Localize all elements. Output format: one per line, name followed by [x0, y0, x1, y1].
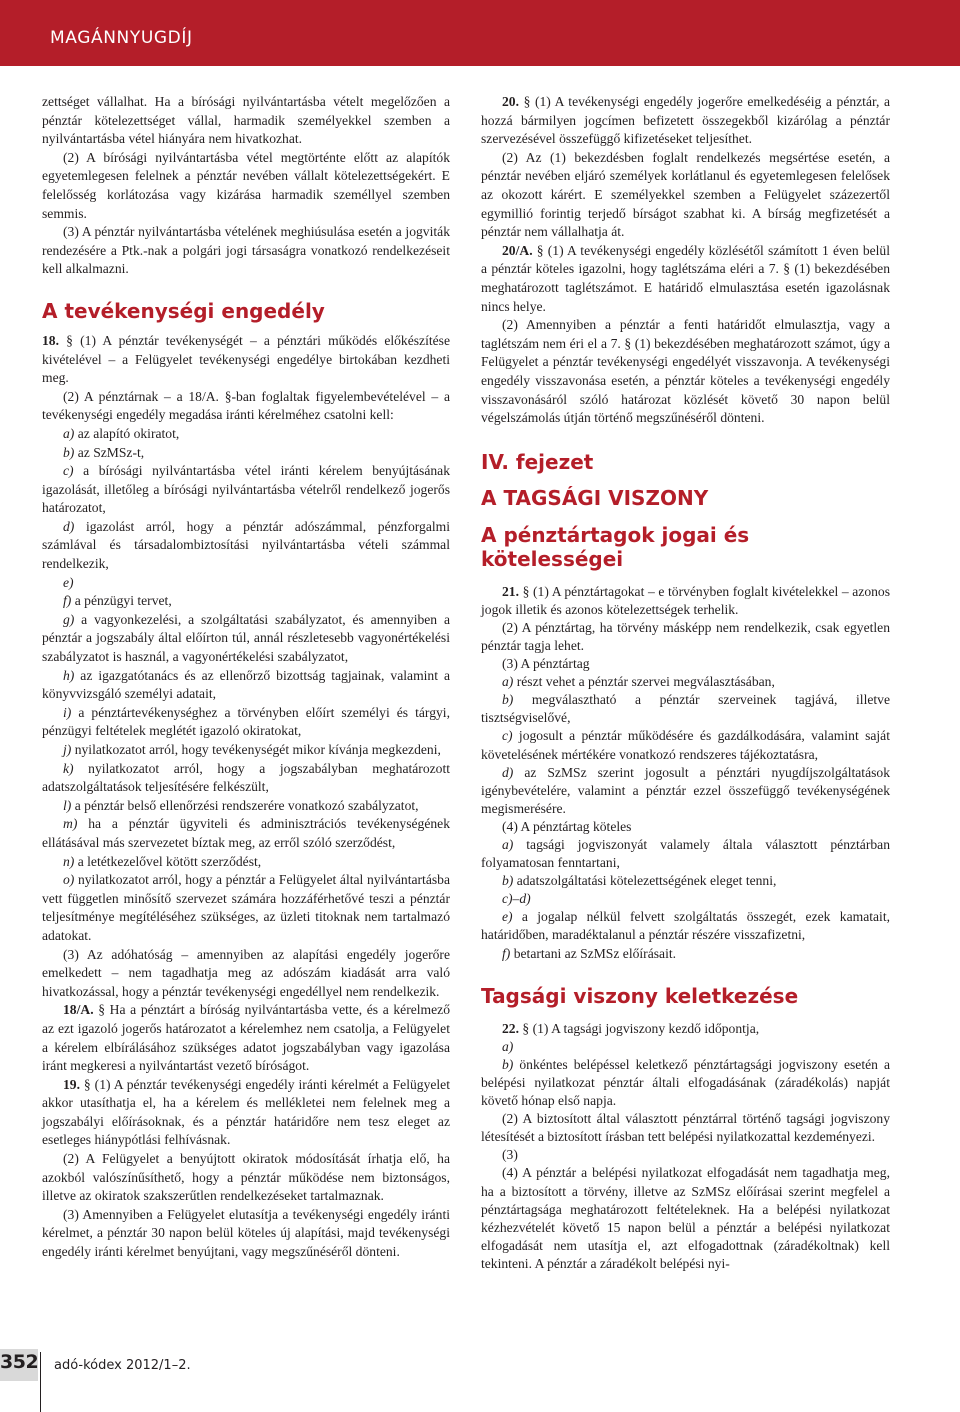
- list-item: n) a letétkezelővel kötött szerződést,: [63, 853, 262, 869]
- section-18: [42, 332, 450, 388]
- paragraph: (2) Amennyiben a pénztár a fenti határidőt elmulasztja, vagy a taglétszám nem éri el a 7. § (1) bekezdésében meghatározott számot, úgy a Felügyelet a pénztár tevékenységi engedélyét visszavonja. A tevékenységi engedély visszavonása esetén, a pénztár köteles a tevékenységi engedély visszavonásáról szóló határozat közlését követő 30 napon belül végelszámolás útján történő megszűnéséről dönteni.: [481, 317, 890, 426]
- paragraph: (2) A pénztárnak – a 18/A. §-ban foglaltak figyelembevételével – a tevékenységi engedély megadása iránti kérelméhez csatolni kell:: [42, 388, 450, 423]
- list-item: l) a pénztár belső ellenőrzési rendszerére vonatkozó szabályzatot,: [63, 797, 419, 813]
- list-item: i) a pénztártevékenységhez a törvényben előírt személyi és tárgyi, pénzügyi feltételek meglétét igazoló okiratokat,: [42, 704, 450, 739]
- heading-activity-license: A tevékenységi engedély: [42, 298, 325, 323]
- section-number: 20/A.: [502, 242, 533, 258]
- header-bar: [0, 0, 960, 66]
- paragraph: (2) Az (1) bekezdésben foglalt rendelkezés megsértése esetén, a pénztár nevében eljáró személyek korlátlanul és egyetemlegesen felelősek az okozott kárért. E személyekkel szemben a Felügyelet százezertől egymillió forintig terjedő bírságot szabhat ki. A bírság megfizetését a pénztár nem vállalhatja át.: [481, 149, 890, 240]
- list-item: e): [63, 574, 74, 590]
- list-item: a): [502, 1038, 514, 1054]
- section-number: 18.: [42, 332, 59, 348]
- list-item: g) a vagyonkezelési, a szolgáltatási szabályzatot, és amennyiben a pénztár a jogszabály által előírton túl, annál részletesebb vagyonértékelési szabályzatot is használ, a vagyonértékelési szabályzatot,: [42, 611, 450, 665]
- paragraph: (2) A bírósági nyilvántartásba vétel megtörténte előtt az alapítók egyetemlegesen felelnek a pénztár nevében vállalt kötelezettségekért. E felelősség korlátozása vagy kizárása harmadik személlyel szemben semmis.: [42, 149, 450, 221]
- list-item: o) nyilatkozatot arról, hogy a pénztár a Felügyelet által nyilvántartásba vett független minősítő szervezet számára hozzáférhetővé teszi a pénztár teljesítménye megítéléséhez szükséges, az üzleti titoknak nem tartalmazó adatokat.: [42, 872, 450, 943]
- section-number: 20.: [502, 94, 519, 109]
- right-column: [481, 93, 890, 1273]
- list-item: a) az alapító okiratot,: [63, 425, 180, 441]
- member-duties-list: [481, 836, 890, 963]
- section-21: [481, 583, 890, 619]
- heading-rights-duties: A pénztártagok jogai és kötelességei: [481, 522, 750, 571]
- section-text: § Ha a pénztárt a bíróság nyilvántartásba vette, és a kérelmező az ezt igazoló jogerős határozatot a kérelemhez nem csatolja, a Felügyelet a kérelem elbírálásához szükséges adatot jogszabályban vagy igazolása iránt megkeresi a nyilvántartást vezető bíróságot.: [42, 1002, 450, 1074]
- section-text: § (1) A pénztár tevékenységét – a pénztári működés előkészítése kivételével – a Felügyelet tevékenységi engedélye birtokában kezdheti meg.: [42, 332, 450, 386]
- list-item: a) részt vehet a pénztár szervei megválasztásában,: [502, 674, 775, 690]
- list-item: d) az SzMSz szerint jogosult a pénztári nyugdíjszolgáltatások igénybevételére, valamint a pénztár ezzel összefüggő tevékenységének megismerésére.: [481, 764, 890, 816]
- paragraph: (3) A pénztár nyilvántartásba vételének meghiúsulása esetén a jogviták rendezésére a Ptk.-nak a polgári jogi társaságra vonatkozó rendelkezéseit kell alkalmazni.: [42, 224, 450, 277]
- paragraph: (2) A Felügyelet a benyújtott okiratok módosítását írhatja elő, ha azokból valószínűsíthető, hogy a pénztár működése nem biztonságos, illetve az okiratok szakszerűtlen rendelkezéseket tartalmaznak.: [42, 1151, 450, 1204]
- list-item: a) tagsági jogviszonyát valamely általa választott pénztárban folyamatosan fenntartani,: [481, 837, 890, 871]
- list-item: h) az igazgatótanács és az ellenőrző bizottság tagjainak, valamint a könyvvizsgáló személyi adatait,: [42, 667, 450, 702]
- list-item: b) önkéntes belépéssel keletkező pénztártagsági jogviszony esetén a belépési nyilatkozat pénztár általi elfogadásának (záradékolás) napját követő hónap első napja.: [481, 1056, 890, 1109]
- section-text: § (1) A tevékenységi engedély jogerőre emelkedéséig a pénztár, a hozzá bármilyen jogcímen befizetett összegekből kizárólag a pénztár szervezésével összefüggő kifizetéseket teljesíthet.: [481, 94, 890, 147]
- paragraph: (3) Amennyiben a Felügyelet elutasítja a tevékenységi engedély iránti kérelmet, a pénztár 30 napon belül köteles új alapítási, majd tevékenységi engedély iránti kérelmet benyújtani, vagy megszűnéséről dönteni.: [42, 1206, 450, 1260]
- list-item: j) nyilatkozatot arról, hogy tevékenységét mikor kívánja megkezdeni,: [63, 742, 441, 757]
- section-19: [42, 1076, 450, 1150]
- section-text: § (1) A pénztártagokat – e törvényben foglalt kivételekkel – azonos jogok illetik és azonos kötelezettségek terhelik.: [481, 583, 890, 617]
- list-item: k) nyilatkozatot arról, hogy a jogszabályban meghatározott adatszolgáltatások teljesítésére felkészült,: [42, 760, 450, 795]
- section-number: 21.: [502, 583, 519, 599]
- list-item: b) adatszolgáltatási kötelezettségének eleget tenni,: [502, 873, 777, 889]
- list-item: d) igazolást arról, hogy a pénztár adószámmal, pénzforgalmi számlával és társadalombiztosítási nyilvántartásba vételi számmal rendelkezik,: [42, 518, 450, 572]
- paragraph: (2) A pénztártag, ha törvény másképp nem rendelkezik, csak egyetlen pénztár tagja lehet.: [481, 619, 890, 653]
- list-item: m) ha a pénztár ügyviteli és adminisztrációs tevékenységének ellátásával más szervezetet bíztak meg, az erről szóló szerződést,: [42, 816, 450, 850]
- paragraph: (4) A pénztár a belépési nyilatkozat elfogadását nem tagadhatja meg, ha a biztosított a törvény, illetve az SzMSz előírásai szerint megfelel a pénztártagsága meghatározott feltételeknek. Ha a belépési nyilatkozat kézhezvételét követő 15 napon belül a pénztár a belépési nyilatkozat elfogadását nem utasítja el, azt elfogadottnak (záradékoltnak) kell tekinteni. A pénztár a záradékolt belépési nyi-: [481, 1165, 890, 1271]
- section-title: MAGÁNNYUGDÍJ: [50, 28, 193, 48]
- left-column: [42, 93, 450, 1262]
- list-item: c) jogosult a pénztár működésére és gazdálkodására, valamint saját követelésének mértékére vonatkozó rendszeres tájékoztatásra,: [481, 728, 890, 762]
- list-item: f) betartani az SzMSz előírásait.: [502, 945, 677, 961]
- paragraph: zettséget vállalhat. Ha a bírósági nyilvántartásba vételt megelőzően a pénztár kötelezettséget vállal, harmadik személyekkel szemben a nyilvántartásba vétel hiányára nem hivatkozhat.: [42, 94, 450, 147]
- required-documents-list: [42, 425, 450, 946]
- paragraph: (2) A biztosított által választott pénztárral történő tagsági jogviszony létesítését a biztosított írásban tett belépési nyilatkozattal kezdeményezi.: [481, 1111, 890, 1145]
- section-text: § (1) A tevékenységi engedély közlésétől számított 1 éven belül a pénztár köteles igazolni, hogy taglétszáma eléri a 7. § (1) bekezdésében meghatározott taglétszámot. E határidő elmulasztása esetén igazolásnak nincs helye.: [481, 242, 890, 314]
- paragraph: (3): [502, 1147, 518, 1163]
- section-20a: [481, 242, 890, 316]
- list-item: b) megválasztható a pénztár szerveinek tagjává, illetve tisztségviselővé,: [481, 692, 890, 726]
- section-22: [481, 1020, 890, 1038]
- member-rights-list: [481, 673, 890, 818]
- paragraph: (3) Az adóhatóság – amennyiben az alapítási engedély jogerőre emelkedett – nem tagadhatja meg az adószám kiadását arra való hivatkozással, hogy a pénztár tevékenységi engedéllyel nem rendelkezik.: [42, 946, 450, 999]
- heading-membership: A TAGSÁGI VISZONY: [481, 485, 709, 510]
- paragraph: (3) A pénztártag: [502, 656, 590, 672]
- list-item: e) a jogalap nélkül felvett szolgáltatás összegét, ezek kamatait, határidőben, maradéktalanul a pénztár részére visszafizetni,: [481, 909, 890, 943]
- section-text: § (1) A tagsági jogviszony kezdő időpontja,: [519, 1020, 760, 1036]
- list-item: b) az SzMSz-t,: [63, 444, 145, 460]
- section-number: 18/A.: [63, 1002, 94, 1018]
- section-number: 19.: [63, 1076, 80, 1092]
- section-20: [481, 93, 890, 149]
- list-item: c)–d): [502, 891, 531, 907]
- heading-chapter: IV. fejezet: [481, 449, 594, 474]
- section-18a: [42, 1001, 450, 1075]
- page-number: 352: [0, 1351, 39, 1373]
- footer-divider: [40, 1352, 41, 1412]
- paragraph: (4) A pénztártag köteles: [502, 818, 632, 834]
- section-number: 22.: [502, 1020, 519, 1036]
- journal-name: adó-kódex 2012/1–2.: [54, 1358, 191, 1373]
- list-item: c) a bírósági nyilvántartásba vétel iránti kérelem benyújtásának igazolását, illetőleg a bírósági nyilvántartásba vételről rendelkező jogerős határozatot,: [42, 463, 450, 516]
- heading-membership-origin: Tagsági viszony keletkezése: [481, 983, 799, 1008]
- section-text: § (1) A pénztár tevékenységi engedély iránti kérelmét a Felügyelet akkor utasíthatja el, ha a kérelem és mellékletei nem felelnek meg a jogszabályi előírásoknak, és a pénztár határidőre nem tesz eleget az esetleges hiánypótlási felhívásnak.: [42, 1076, 450, 1148]
- list-item: f) a pénzügyi tervet,: [63, 593, 172, 609]
